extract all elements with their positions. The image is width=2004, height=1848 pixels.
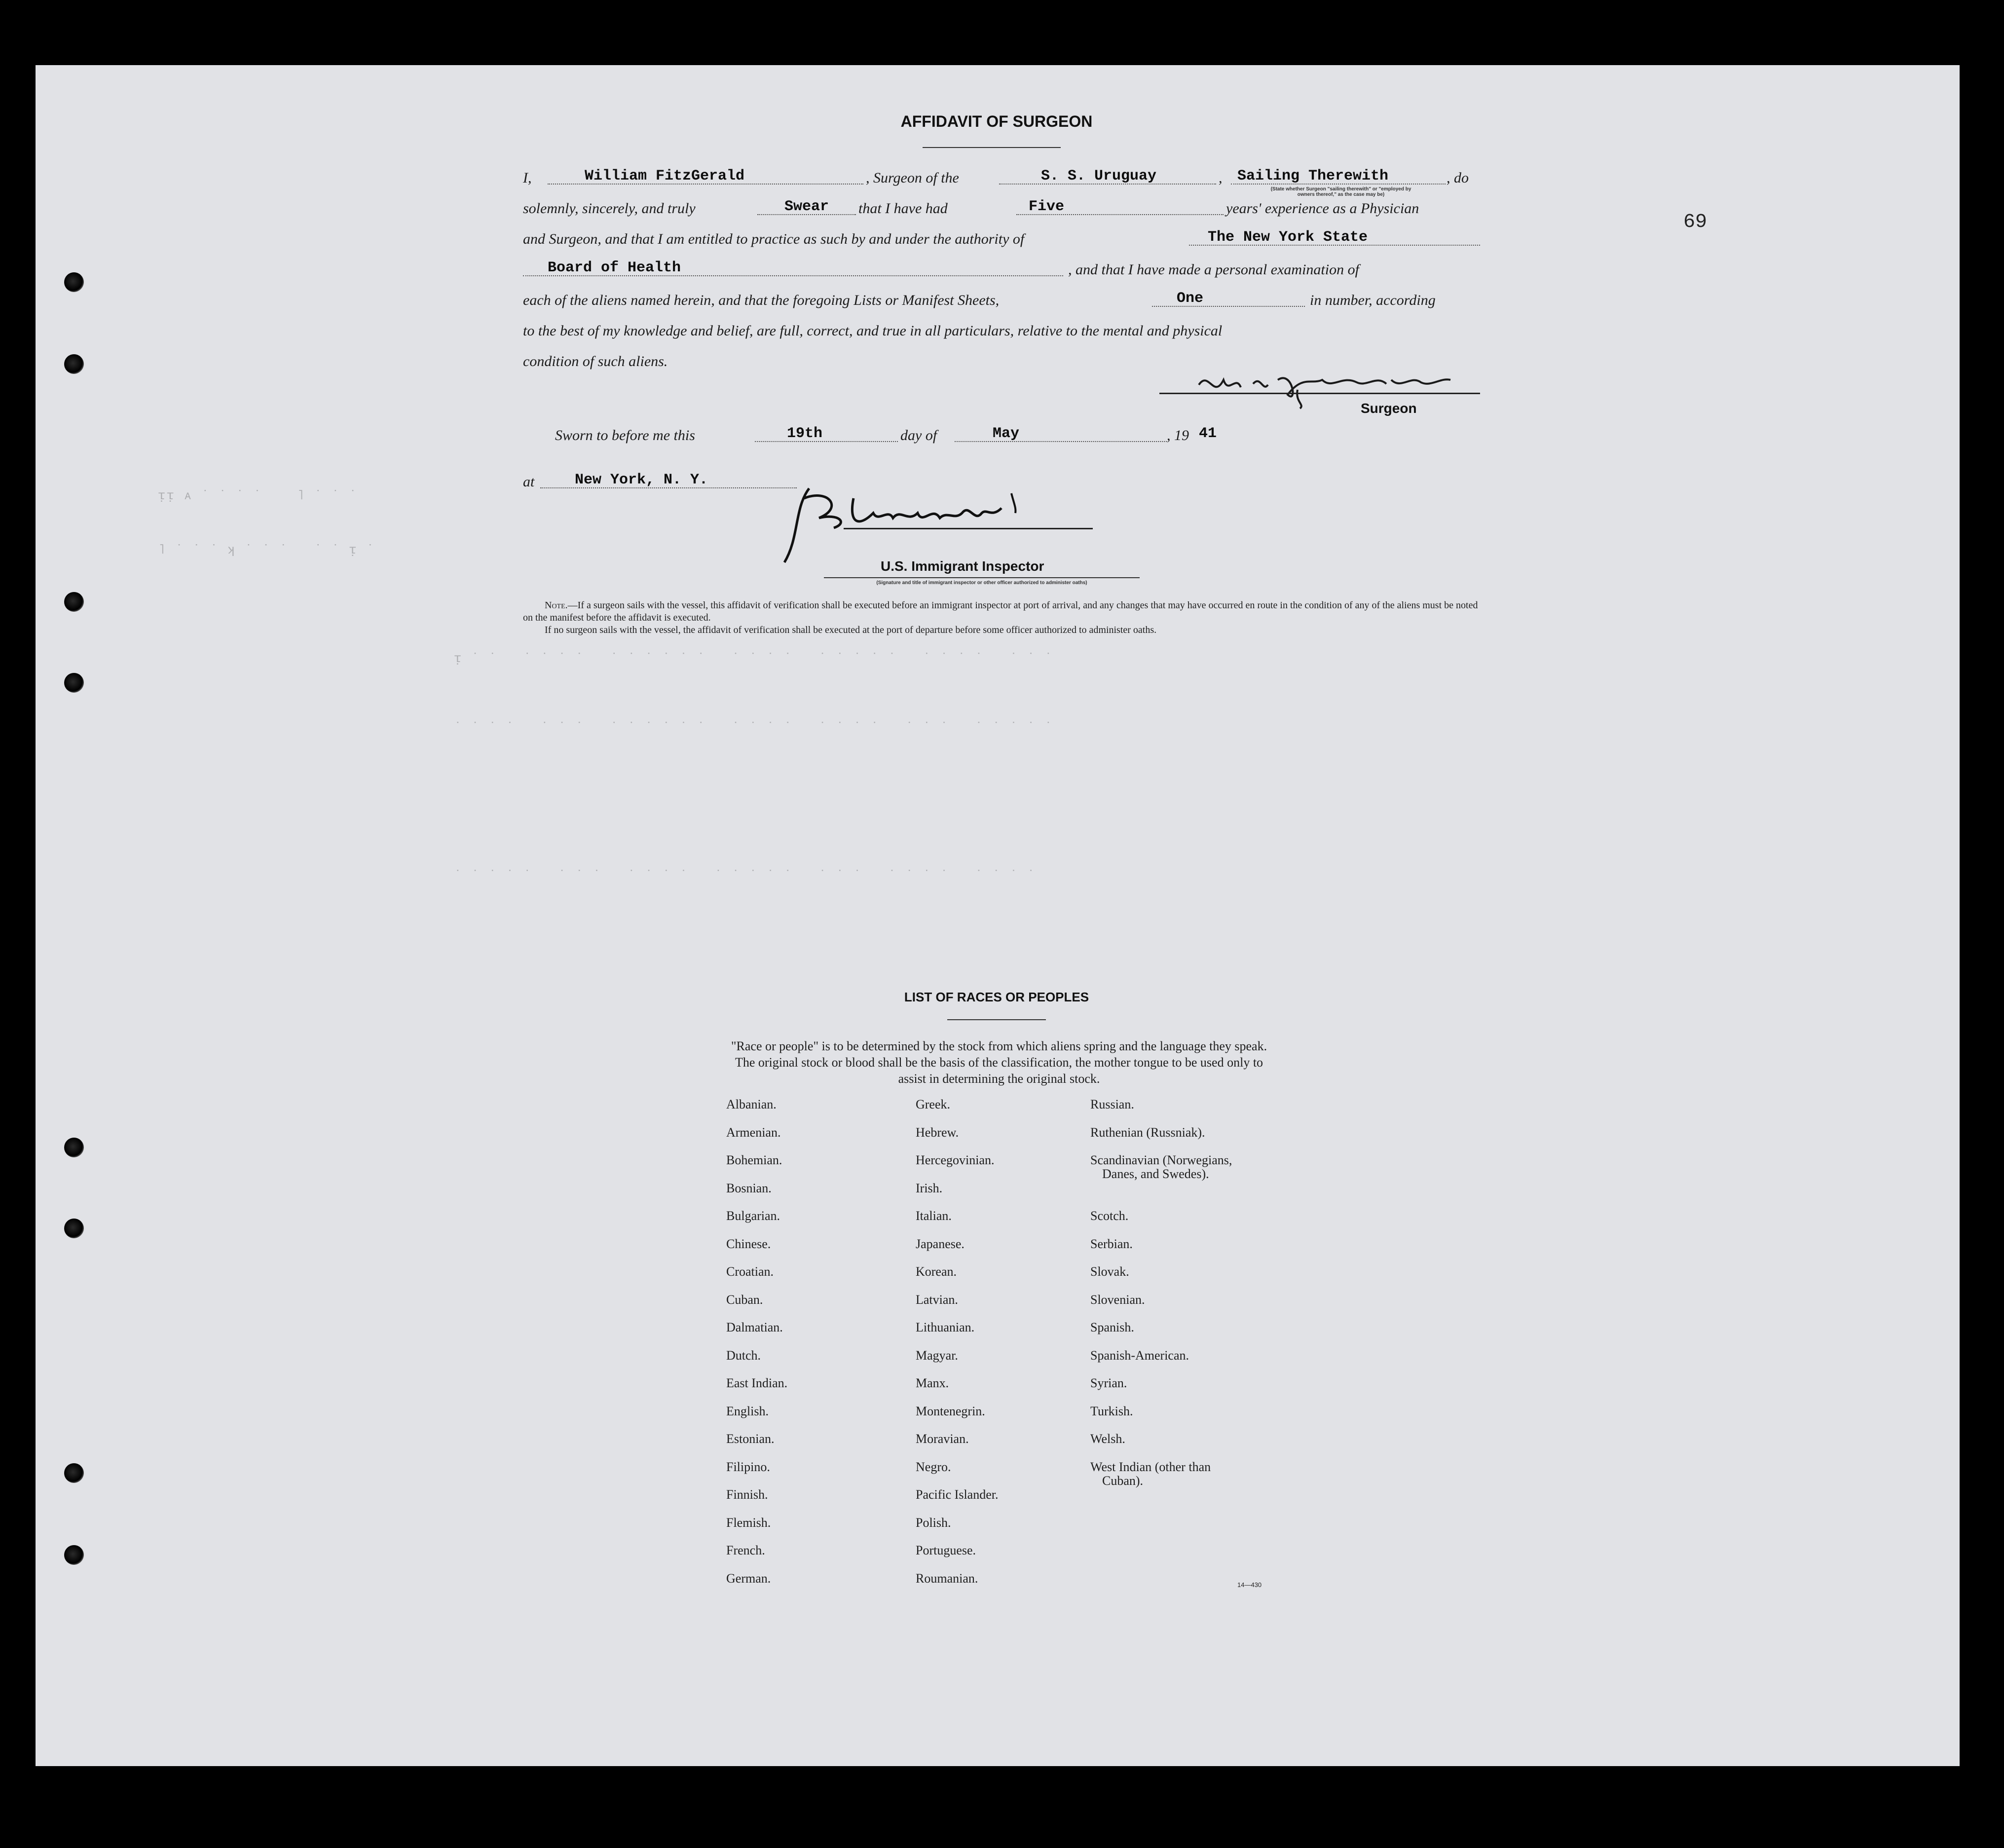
- authority-field-cont: Board of Health: [548, 259, 681, 276]
- affidavit-text: , Surgeon of the: [866, 170, 959, 186]
- bleed-through-texture: ᴉ ˙ ˙ ˙ ˙ ˙ ˙ ˙ ˙ ˙ ˙ ˙ ˙ ˙ ˙ ˙ ˙ ˙ ˙ ˙ ˙ ˙ ˙ ˙ ˙ ˙ ˙ ˙ ˙: [454, 651, 1053, 666]
- affidavit-text: years' experience as a Physician: [1226, 200, 1419, 217]
- race-item: Polish.: [916, 1515, 951, 1530]
- title-rule: [923, 147, 1061, 148]
- race-item: Spanish.: [1090, 1320, 1134, 1334]
- bleed-through-texture: ˙ ˙ ˙ ˙ ˙ ˙ ˙ ˙ ˙ ˙ ˙ ˙ ˙ ˙ ˙ ˙ ˙ ˙ ˙ ˙ ˙ ˙ ˙ ˙ ˙ ˙ ˙ ˙ ˙: [454, 720, 1053, 735]
- race-item: Moravian.: [916, 1432, 969, 1446]
- affidavit-text: , and that I have made a personal examination of: [1068, 261, 1359, 278]
- ship-name-field: S. S. Uruguay: [1041, 168, 1157, 185]
- blank-line: [523, 275, 1063, 276]
- surgeon-signature: [1194, 365, 1460, 409]
- race-item: Turkish.: [1090, 1404, 1133, 1418]
- affidavit-text: that I have had: [858, 200, 948, 217]
- races-instructions: "Race or people" is to be determined by the stock from which aliens spring and the language they speak. The original stock or blood shall be the basis of the classification, the mother tongue to be used only to assist in determining the original stock.: [731, 1039, 1267, 1086]
- place-field: New York, N. Y.: [575, 472, 708, 488]
- affidavit-text: I,: [523, 170, 532, 186]
- bleed-through-texture: ˥ ˙ ˙ ˙ ʞ ˙ ˙ ˙ ˙ ˙ ᴉ ˙: [158, 543, 375, 557]
- surgeon-name-field: William FitzGerald: [585, 168, 745, 185]
- race-item: Estonian.: [726, 1432, 775, 1446]
- race-item: Ruthenian (Russniak).: [1090, 1125, 1205, 1140]
- form-code: 14—430: [1237, 1581, 1262, 1589]
- race-item: German.: [726, 1571, 771, 1586]
- blank-line: [1231, 184, 1446, 185]
- blank-line: [1016, 214, 1224, 215]
- race-item: Croatian.: [726, 1264, 774, 1279]
- bleed-through-texture: ᴉᴉ ᴀ ˙ ˙ ˙ ˙ ˥ ˙ ˙ ˙: [158, 488, 358, 503]
- race-item: Hebrew.: [916, 1125, 959, 1140]
- race-item: Japanese.: [916, 1236, 965, 1251]
- affidavit-title: AFFIDAVIT OF SURGEON: [900, 112, 1093, 130]
- race-item: Portuguese.: [916, 1543, 976, 1557]
- signature-line: [844, 528, 1093, 529]
- blank-line: [999, 184, 1216, 185]
- race-item: Irish.: [916, 1181, 943, 1195]
- race-item: Magyar.: [916, 1348, 958, 1363]
- affidavit-text: each of the aliens named herein, and that the foregoing Lists or Manifest Sheets,: [523, 292, 1000, 308]
- binder-hole: [64, 1219, 84, 1238]
- affidavit-text: , do: [1447, 170, 1469, 186]
- affidavit-text: solemnly, sincerely, and truly: [523, 200, 696, 217]
- race-item: Lithuanian.: [916, 1320, 975, 1334]
- race-item: Flemish.: [726, 1515, 771, 1530]
- race-item: Welsh.: [1090, 1432, 1125, 1446]
- binder-hole: [64, 272, 84, 292]
- blank-line: [824, 577, 1140, 578]
- sheet-count-field: One: [1177, 290, 1204, 307]
- oath-field: Swear: [784, 198, 829, 215]
- affidavit-text: ,: [1219, 170, 1223, 186]
- blank-line: [757, 214, 856, 215]
- race-item: Filipino.: [726, 1459, 770, 1474]
- race-item: Montenegrin.: [916, 1404, 985, 1418]
- blank-line: [755, 441, 898, 442]
- race-item: Latvian.: [916, 1292, 958, 1307]
- binder-hole: [64, 1138, 84, 1157]
- race-item: Russian.: [1090, 1097, 1134, 1111]
- binder-hole: [64, 354, 84, 374]
- races-column-1: [726, 1097, 933, 1599]
- race-item: Hercegovinian.: [916, 1153, 995, 1167]
- surgeon-label: Surgeon: [1361, 401, 1417, 416]
- race-item: Scandinavian (Norwegians,: [1090, 1153, 1232, 1167]
- years-field: Five: [1029, 198, 1065, 215]
- binder-hole: [64, 673, 84, 693]
- race-item: West Indian (other than: [1090, 1459, 1211, 1474]
- race-item: Negro.: [916, 1459, 951, 1474]
- affidavit-text: Sworn to before me this: [555, 427, 695, 444]
- race-item: Albanian.: [726, 1097, 777, 1111]
- note-lead: Note.: [545, 600, 568, 611]
- race-item: Danes, and Swedes).: [1102, 1167, 1209, 1181]
- signature-line: [1159, 393, 1480, 394]
- sworn-year-field: 41: [1199, 425, 1217, 442]
- race-item: English.: [726, 1404, 769, 1418]
- race-item: Dalmatian.: [726, 1320, 783, 1334]
- race-item: Slovenian.: [1090, 1292, 1145, 1307]
- affidavit-text: day of: [900, 427, 937, 444]
- blank-line: [955, 441, 1167, 442]
- binder-hole: [64, 592, 84, 612]
- binder-hole: [64, 1545, 84, 1565]
- race-item: Bosnian.: [726, 1181, 772, 1195]
- affidavit-text: at: [523, 474, 535, 490]
- blank-line: [548, 184, 863, 185]
- inspector-label: U.S. Immigrant Inspector: [881, 558, 1044, 574]
- race-item: Roumanian.: [916, 1571, 978, 1586]
- blank-line: [1189, 245, 1480, 246]
- race-item: Serbian.: [1090, 1236, 1133, 1251]
- inspector-signature: [775, 479, 1051, 567]
- race-item: Cuban.: [726, 1292, 763, 1307]
- race-item: Dutch.: [726, 1348, 761, 1363]
- race-item: Cuban).: [1102, 1473, 1144, 1488]
- page-number: 69: [1683, 211, 1707, 233]
- capacity-hint: (State whether Surgeon "sailing therewith" or "employed by owners thereof," as the case may be): [1270, 186, 1411, 197]
- binder-hole: [64, 1463, 84, 1483]
- race-item: East Indian.: [726, 1376, 788, 1390]
- race-item: Bulgarian.: [726, 1209, 780, 1223]
- affidavit-text: in number, according: [1310, 292, 1436, 308]
- race-item: Pacific Islander.: [916, 1487, 999, 1502]
- race-item: Armenian.: [726, 1125, 781, 1140]
- race-item: Finnish.: [726, 1487, 768, 1502]
- blank-line: [1152, 306, 1305, 307]
- race-item: Slovak.: [1090, 1264, 1129, 1279]
- race-item: Korean.: [916, 1264, 957, 1279]
- race-item: French.: [726, 1543, 765, 1557]
- race-item: Chinese.: [726, 1236, 771, 1251]
- authority-field: The New York State: [1208, 229, 1368, 246]
- race-item: Scotch.: [1090, 1209, 1129, 1223]
- race-item: Spanish-American.: [1090, 1348, 1189, 1363]
- blank-line: [540, 487, 797, 488]
- capacity-field: Sailing Therewith: [1237, 168, 1389, 185]
- race-item: Syrian.: [1090, 1376, 1127, 1390]
- sworn-day-field: 19th: [787, 425, 823, 442]
- sworn-month-field: May: [993, 425, 1020, 442]
- bleed-through-texture: ˙ ˙ ˙ ˙ ˙ ˙ ˙ ˙ ˙ ˙ ˙ ˙ ˙ ˙ ˙ ˙ ˙ ˙ ˙ ˙ ˙ ˙ ˙ ˙ ˙ ˙ ˙ ˙: [454, 868, 1036, 883]
- affidavit-text: and Surgeon, and that I am entitled to practice as such by and under the authority of: [523, 231, 1025, 247]
- race-item: Italian.: [916, 1209, 952, 1223]
- verification-note: Note.—If a surgeon sails with the vessel, this affidavit of verification shall be executed before an immigrant inspector at port of arrival, and any changes that may have occurred en route in the condition of any of the aliens must be noted on the manifest before the affidavit is executed. If no surgeon sails with the vessel, the affidavit of verification shall be executed at the port of departure before some officer authorized to administer oaths.: [523, 600, 1478, 635]
- race-item: Manx.: [916, 1376, 949, 1390]
- races-title: LIST OF RACES OR PEOPLES: [904, 990, 1089, 1004]
- affidavit-text: condition of such aliens.: [523, 353, 668, 370]
- inspector-hint: (Signature and title of immigrant inspector or other officer authorized to administer oaths): [876, 580, 1087, 586]
- affidavit-text: to the best of my knowledge and belief, are full, correct, and true in all particulars, relative to the mental and physical: [523, 323, 1223, 339]
- race-item: Greek.: [916, 1097, 951, 1111]
- races-column-3: [1090, 1097, 1322, 1515]
- affidavit-text: , 19: [1167, 427, 1189, 444]
- races-rule: [947, 1019, 1046, 1020]
- race-item: Bohemian.: [726, 1153, 782, 1167]
